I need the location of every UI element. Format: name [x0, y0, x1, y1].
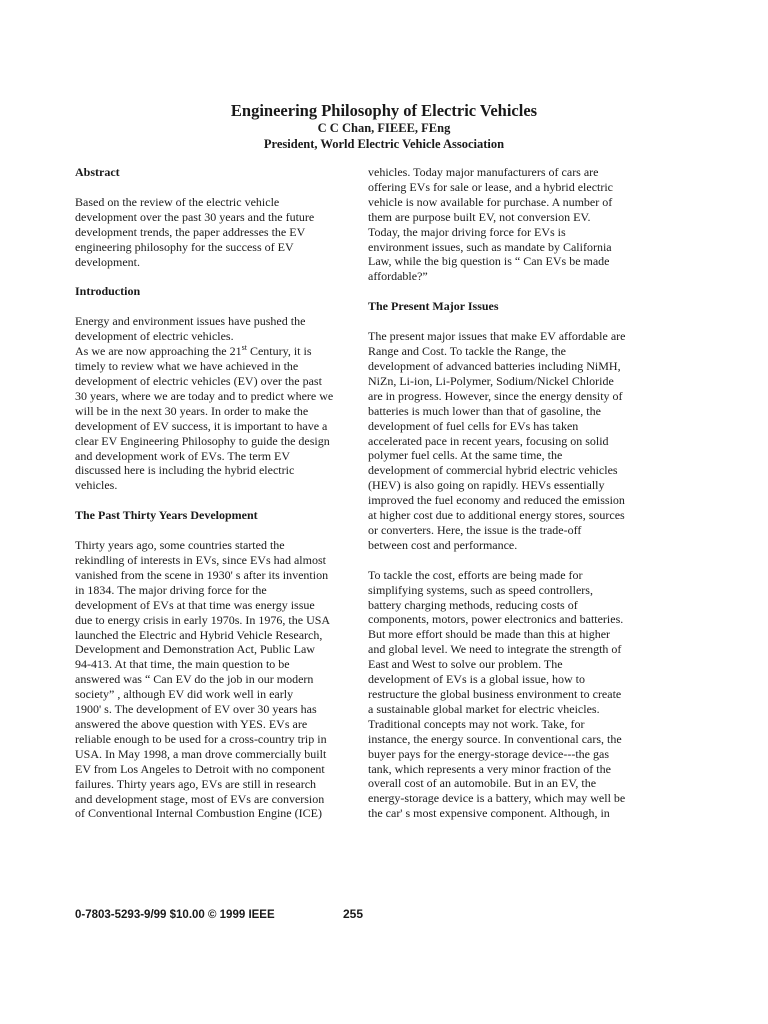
text-line: development of commercial hybrid electric vehicles	[368, 463, 618, 478]
text-line: improved the fuel economy and reduced the emission	[368, 493, 625, 508]
text-line: USA. In May 1998, a man drove commercially built	[75, 746, 327, 761]
text-line: accelerated pace in recent years, focusing on solid	[368, 433, 609, 448]
paper-title: Engineering Philosophy of Electric Vehicles	[230, 101, 538, 120]
text-line: at higher cost due to additional energy stores, sources	[368, 508, 625, 523]
text-line: energy-storage device is a battery, which may well be	[368, 791, 626, 806]
text-line: tank, which represents a very minor fraction of the	[368, 761, 611, 776]
text-line: launched the Electric and Hybrid Vehicle Research,	[75, 627, 323, 642]
text-line: development trends, the paper addresses the EV	[75, 224, 306, 239]
introduction-heading: Introduction	[75, 284, 141, 299]
text-line: environment issues, such as mandate by California	[368, 239, 612, 254]
text-line: of Conventional Internal Combustion Engine (ICE)	[75, 806, 322, 821]
text-line: Development and Demonstration Act, Public Law	[75, 642, 315, 657]
text-line: development of EVs at that time was energy issue	[75, 597, 315, 612]
text-fragment: Century, it is	[246, 344, 312, 359]
text-line: development of fuel cells for EVs has taken	[368, 418, 579, 433]
text-line: timely to review what we have achieved in the	[75, 359, 299, 374]
text-line: development over the past 30 years and the future	[75, 209, 315, 224]
text-line: 1900' s. The development of EV over 30 years has	[75, 702, 317, 717]
text-line: restructure the global business environment to create	[368, 687, 622, 701]
text-line: reliable enough to be used for a cross-country trip in	[75, 731, 327, 746]
text-line: polymer fuel cells. At the same time, the	[368, 448, 563, 463]
paper-authors: C C Chan, FIEEE, FEng	[317, 121, 451, 135]
text-line: affordable?”	[368, 269, 428, 284]
text-line: But more effort should be made than this at higher	[368, 627, 611, 642]
right-column	[368, 165, 650, 836]
text-line: offering EVs for sale or lease, and a hybrid electric	[368, 179, 614, 194]
text-line: engineering philosophy for the success of EV	[75, 239, 294, 254]
text-line: development of electric vehicles.	[75, 329, 234, 344]
text-line: will be in the next 30 years. In order to make the	[75, 403, 309, 418]
text-line: failures. Thirty years ago, EVs are still in research	[75, 776, 317, 791]
text-line: a sustainable global market for electric vheicles.	[368, 701, 600, 716]
text-line: and development work of EVs. The term EV	[75, 448, 291, 463]
text-line: Range and Cost. To tackle the Range, the	[368, 344, 566, 359]
text-line: development.	[75, 254, 140, 269]
text-line: The present major issues that make EV affordable are	[368, 329, 626, 344]
text-line: vehicles.	[75, 478, 118, 493]
present-issues-heading: The Present Major Issues	[368, 299, 499, 314]
text-line: batteries is much lower than that of gasoline, the	[368, 403, 601, 418]
text-line: Today, the major driving force for EVs is	[368, 224, 566, 239]
introduction-paragraph-2	[75, 344, 357, 493]
text-line: Based on the review of the electric vehicle	[75, 194, 280, 209]
text-line: the car' s most expensive component. Although, in	[368, 806, 610, 821]
text-line: NiZn, Li-ion, Li-Polymer, Sodium/Nickel Chloride	[368, 373, 614, 388]
left-column	[75, 165, 357, 836]
text-line: Thirty years ago, some countries started the	[75, 538, 285, 553]
footer-isbn-price: 0-7803-5293-9/99 $10.00 © 1999 IEEE	[75, 909, 275, 921]
text-line: answered was “ Can EV do the job in our modern	[75, 672, 314, 687]
text-line: development of EV success, it is important to have a	[75, 418, 328, 433]
text-line: development of advanced batteries including NiMH,	[368, 358, 621, 373]
text-line: society” , although EV did work well in early	[75, 687, 294, 702]
text-line: discussed here is including the hybrid electric	[75, 463, 295, 478]
abstract-paragraph	[75, 195, 357, 270]
text-line: buyer pays for the energy-storage device---the gas	[368, 746, 610, 761]
text-line: answered the above question with YES. EVs are	[75, 717, 308, 731]
text-line: clear EV Engineering Philosophy to guide the design	[75, 433, 330, 448]
text-line: components, motors, power electronics and batteries.	[368, 612, 624, 627]
text-line: are in progress. However, since the energy density of	[368, 388, 623, 403]
text-line: Law, while the big question is “ Can EVs be made	[368, 254, 610, 269]
text-line: due to energy crisis in early 1970s. In 1976, the USA	[75, 612, 331, 627]
text-line: and global level. We need to integrate the strength of	[368, 642, 622, 657]
text-line: development of EVs is a global issue, how to	[368, 672, 585, 687]
text-line: vanished from the scene in 1930' s after its invention	[75, 567, 329, 582]
text-line: or converters. Here, the issue is the trade-off	[368, 522, 582, 537]
page-number: 255	[343, 907, 364, 921]
text-line: 30 years, where we are today and to predict where we	[75, 388, 334, 403]
introduction-paragraph-1	[75, 314, 357, 344]
past-thirty-years-heading: The Past Thirty Years Development	[75, 508, 258, 523]
past-thirty-years-paragraph	[75, 538, 357, 821]
text-line: simplifying systems, such as speed controllers,	[368, 582, 593, 597]
text-line: vehicle is now available for purchase. A number of	[368, 194, 613, 209]
present-issues-paragraph-1	[368, 329, 650, 553]
text-fragment: As we are now approaching the 21	[75, 344, 242, 359]
paper-affiliation: President, World Electric Vehicle Association	[263, 137, 505, 151]
text-line: Traditional concepts may not work. Take, for	[368, 716, 585, 731]
text-line: between cost and performance.	[368, 537, 518, 552]
text-line: 94-413. At that time, the main question to be	[75, 657, 290, 672]
text-line: Energy and environment issues have pushed the	[75, 314, 306, 329]
text-line: rekindling of interests in EVs, since EVs had almost	[75, 553, 326, 568]
text-line: instance, the energy source. In conventional cars, the	[368, 731, 622, 746]
present-issues-paragraph-2	[368, 568, 650, 821]
text-line	[75, 344, 357, 359]
abstract-heading: Abstract	[75, 165, 120, 179]
text-line: EV from Los Angeles to Detroit with no component	[75, 761, 325, 776]
text-line: East and West to solve our problem. The	[368, 657, 563, 672]
text-line: in 1834. The major driving force for the	[75, 582, 267, 597]
text-line: vehicles. Today major manufacturers of cars are	[368, 165, 599, 179]
text-line: development of electric vehicles (EV) over the past	[75, 373, 322, 388]
text-line: and development stage, most of EVs are conversion	[75, 791, 325, 806]
text-line: them are purpose built EV, not conversion EV.	[368, 209, 591, 224]
text-line: To tackle the cost, efforts are being made for	[368, 567, 583, 582]
text-line: battery charging methods, reducing costs of	[368, 597, 578, 612]
continued-paragraph	[368, 165, 650, 284]
paper-header	[0, 101, 768, 152]
text-line: (HEV) is also going on rapidly. HEVs essentially	[368, 478, 605, 493]
text-line: overall cost of an automobile. But in an EV, the	[368, 776, 597, 791]
superscript: st	[241, 343, 247, 353]
